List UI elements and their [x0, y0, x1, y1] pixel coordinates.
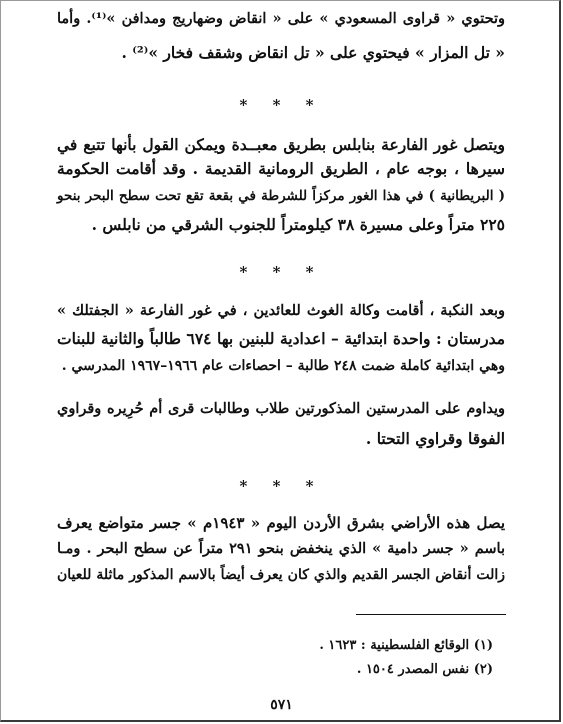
- footnote-rule: [356, 614, 506, 615]
- section-separator-3: * * *: [239, 477, 324, 495]
- section-separator-2: * * *: [239, 263, 324, 281]
- paragraph-1-line-2: « تل المزار » فيحتوي على « تل انقاض وشقف فخار »⁽²⁾ .: [121, 43, 505, 62]
- paragraph-5-line-2: باسم « جسر دامية » الذي ينخفض بنحو ٢٩١ متراً عن سطح البحر . ومـا: [57, 540, 505, 557]
- paragraph-4-line-2: الفوقا وقراوي التحتا .: [365, 429, 505, 448]
- paragraph-1-line-1: وتحتوي « قراوى المسعودي » على « انقاض وضهاريج ومدافن »⁽¹⁾. وأما: [57, 10, 505, 27]
- paragraph-3-line-1: وبعد النكبة ، أقامت وكالة الغوث للعائدين ، في غور الفارعة « الجفتلك »: [57, 302, 505, 319]
- paragraph-3-line-3: وهي ابتدائية كاملة ضمت ٢٤٨ طالبة – احصاءات عام ١٩٦٦–١٩٦٧ المدرسي .: [61, 358, 505, 374]
- paragraph-2-line-1: ويتصل غور الفارعة بنابلس بطريق معبــدة ويمكن القول بأنها تتبع في: [57, 135, 505, 154]
- paragraph-2-line-3: ( البريطانية ) في هذا الغور مركزاً للشرطة في بقعة تقع تحت سطح البحر بنحو: [57, 188, 505, 204]
- paragraph-5-line-3: زالت أنقاض الجسر القديم والذي كان يعرف أيضاً بالاسم المذكور ماثلة للعيان: [57, 567, 505, 583]
- paragraph-3-line-2: مدرستان : واحدة ابتدائية – اعدادية للبنين بها ٦٧٤ طالباً والثانية للبنات: [57, 329, 506, 348]
- page-number: ٥٧١: [270, 697, 293, 713]
- paragraph-4-line-1: ويداوم على المدرستين المذكورتين طلاب وطالبات قرى أم حُرِيره وقراوي: [57, 400, 505, 417]
- section-separator-1: * * *: [239, 96, 324, 114]
- paragraph-2-line-4: ٢٢٥ متراً وعلى مسيرة ٣٨ كيلومتراً للجنوب الشرقي من نابلس .: [91, 215, 505, 234]
- footnote-2: (٢) نفس المصدر ١٥٠٤ .: [356, 662, 493, 677]
- paragraph-5-line-1: يصل هذه الأراضي بشرق الأردن اليوم « ١٩٤٣م » جسر متواضع يعرف: [57, 514, 506, 532]
- paragraph-2-line-2: سيرها ، بوجه عام ، الطريق الرومانية القديمة . وقد أقامت الحكومة: [57, 159, 505, 178]
- footnote-1: (١) الوقائع الفلسطينية : ١٦٢٣ .: [319, 638, 493, 653]
